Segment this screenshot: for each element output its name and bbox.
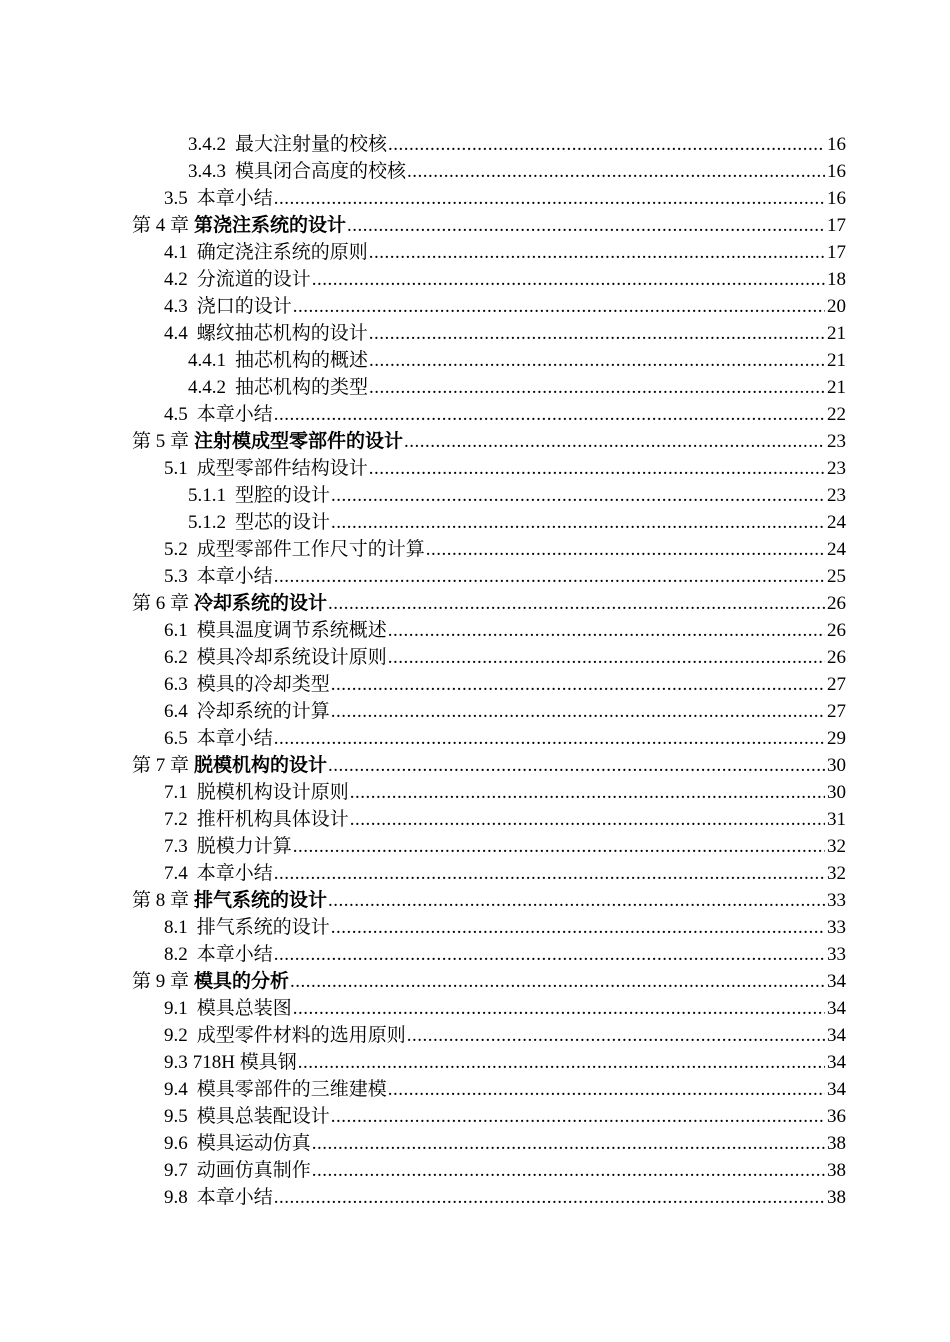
- toc-entry-page-number: 30: [827, 782, 846, 803]
- toc-entry[interactable]: [132, 725, 846, 752]
- toc-entry-title: 型腔的设计: [235, 485, 331, 506]
- toc-entry[interactable]: [132, 1076, 846, 1103]
- toc-entry-page-number: 34: [827, 1025, 846, 1046]
- dot-leader: [407, 158, 825, 185]
- dot-leader: [369, 455, 825, 482]
- dot-leader: [328, 752, 825, 779]
- dot-leader: [293, 833, 825, 860]
- toc-entry-title: 本章小结: [196, 944, 273, 965]
- toc-entry[interactable]: [132, 374, 846, 401]
- toc-entry-title: 成型零部件结构设计: [196, 458, 368, 479]
- toc-entry-page-number: 26: [827, 647, 846, 668]
- dot-leader: [274, 1184, 825, 1211]
- dot-leader: [274, 185, 825, 212]
- toc-entry-number: 第 9 章: [132, 971, 190, 992]
- dot-leader: [274, 563, 825, 590]
- toc-entry-page-number: 16: [827, 188, 846, 209]
- toc-entry-title: 确定浇注系统的原则: [196, 242, 368, 263]
- toc-entry-number: 9.3: [164, 1052, 188, 1073]
- toc-entry[interactable]: [132, 779, 846, 806]
- dot-leader: [369, 239, 825, 266]
- toc-entry-number: 8.2: [164, 944, 188, 965]
- toc-entry-title: 本章小结: [196, 188, 273, 209]
- toc-entry-page-number: 33: [827, 944, 846, 965]
- toc-entry-title: 型芯的设计: [235, 512, 331, 533]
- toc-entry-page-number: 25: [827, 566, 846, 587]
- toc-entry[interactable]: [132, 401, 846, 428]
- toc-entry-number: 4.1: [164, 242, 188, 263]
- dot-leader: [350, 779, 825, 806]
- dot-leader: [331, 914, 825, 941]
- toc-entry-page-number: 38: [827, 1160, 846, 1181]
- toc-entry-number: 6.3: [164, 674, 188, 695]
- toc-entry-page-number: 26: [827, 593, 846, 614]
- toc-entry-title: 本章小结: [196, 1187, 273, 1208]
- toc-entry-number: 第 8 章: [132, 890, 190, 911]
- dot-leader: [328, 590, 825, 617]
- toc-entry-title: 模具温度调节系统概述: [196, 620, 387, 641]
- toc-entry[interactable]: [132, 860, 846, 887]
- dot-leader: [274, 860, 825, 887]
- dot-leader: [369, 320, 825, 347]
- toc-entry-page-number: 32: [827, 863, 846, 884]
- toc-entry[interactable]: [132, 509, 846, 536]
- toc-entry-number: 8.1: [164, 917, 188, 938]
- toc-entry-title: 浇口的设计: [196, 296, 292, 317]
- toc-entry-title: 最大注射量的校核: [235, 134, 388, 155]
- dot-leader: [290, 968, 825, 995]
- dot-leader: [293, 995, 825, 1022]
- toc-entry-page-number: 21: [827, 377, 846, 398]
- dot-leader: [274, 725, 825, 752]
- toc-entry-title: 排气系统的设计: [194, 890, 328, 911]
- toc-entry-number: 3.4.2: [188, 134, 226, 155]
- toc-entry-title: 模具的冷却类型: [196, 674, 330, 695]
- toc-entry-page-number: 23: [827, 458, 846, 479]
- toc-entry-page-number: 34: [827, 1079, 846, 1100]
- toc-entry-page-number: 29: [827, 728, 846, 749]
- toc-entry[interactable]: [132, 590, 846, 617]
- toc-entry[interactable]: [132, 698, 846, 725]
- toc-entry-number: 3.4.3: [188, 161, 226, 182]
- toc-entry-title: 模具闭合高度的校核: [235, 161, 407, 182]
- toc-entry[interactable]: [132, 320, 846, 347]
- toc-entry[interactable]: [132, 644, 846, 671]
- toc-entry-number: 7.3: [164, 836, 188, 857]
- dot-leader: [350, 806, 825, 833]
- toc-entry-number: 第 7 章: [132, 755, 190, 776]
- dot-leader: [293, 293, 825, 320]
- toc-entry[interactable]: [132, 131, 846, 158]
- toc-entry[interactable]: [132, 914, 846, 941]
- toc-entry-number: 6.4: [164, 701, 188, 722]
- dot-leader: [331, 671, 825, 698]
- toc-entry-number: 第 5 章: [132, 431, 190, 452]
- dot-leader: [388, 1076, 825, 1103]
- toc-entry-page-number: 24: [827, 539, 846, 560]
- toc-entry[interactable]: [132, 752, 846, 779]
- toc-entry-title: 本章小结: [196, 404, 273, 425]
- toc-entry-number: 第 4 章: [132, 215, 190, 236]
- toc-entry-page-number: 21: [827, 323, 846, 344]
- toc-entry-number: 9.8: [164, 1187, 188, 1208]
- toc-entry-number: 6.5: [164, 728, 188, 749]
- toc-entry-page-number: 21: [827, 350, 846, 371]
- dot-leader: [426, 536, 825, 563]
- toc-entry-page-number: 30: [827, 755, 846, 776]
- toc-entry-number: 5.1.2: [188, 512, 226, 533]
- toc-entry[interactable]: [132, 1130, 846, 1157]
- dot-leader: [331, 482, 825, 509]
- dot-leader: [274, 401, 825, 428]
- toc-entry[interactable]: [132, 617, 846, 644]
- dot-leader: [388, 617, 825, 644]
- toc-entry-number: 7.4: [164, 863, 188, 884]
- toc-entry[interactable]: [132, 671, 846, 698]
- toc-entry-number: 5.2: [164, 539, 188, 560]
- dot-leader: [388, 644, 825, 671]
- toc-entry-title: 抽芯机构的类型: [235, 377, 369, 398]
- dot-leader: [331, 1103, 825, 1130]
- toc-entry-number: 9.1: [164, 998, 188, 1019]
- toc-entry-title: 模具总装图: [196, 998, 292, 1019]
- toc-entry[interactable]: [132, 968, 846, 995]
- dot-leader: [312, 1157, 825, 1184]
- toc-entry-number: 9.7: [164, 1160, 188, 1181]
- toc-entry-page-number: 16: [827, 134, 846, 155]
- toc-entry-title: 模具总装配设计: [196, 1106, 330, 1127]
- toc-entry-title: 模具运动仿真: [196, 1133, 311, 1154]
- toc-entry-title: 成型零部件工作尺寸的计算: [196, 539, 425, 560]
- toc-entry-page-number: 16: [827, 161, 846, 182]
- toc-entry-title: 成型零件材料的选用原则: [196, 1025, 406, 1046]
- toc-entry-title: 抽芯机构的概述: [235, 350, 369, 371]
- dot-leader: [404, 428, 825, 455]
- toc-entry-page-number: 36: [827, 1106, 846, 1127]
- toc-entry-page-number: 27: [827, 674, 846, 695]
- toc-entry[interactable]: [132, 239, 846, 266]
- toc-entry-title: 排气系统的设计: [196, 917, 330, 938]
- toc-entry-page-number: 33: [827, 890, 846, 911]
- toc-entry[interactable]: [132, 1022, 846, 1049]
- dot-leader: [312, 266, 825, 293]
- toc-entry-page-number: 24: [827, 512, 846, 533]
- toc-entry-title: 冷却系统的设计: [194, 593, 328, 614]
- toc-entry-page-number: 33: [827, 917, 846, 938]
- toc-entry-title: 本章小结: [196, 863, 273, 884]
- toc-entry-page-number: 18: [827, 269, 846, 290]
- toc-entry-page-number: 23: [827, 485, 846, 506]
- dot-leader: [388, 131, 825, 158]
- toc-entry-page-number: 22: [827, 404, 846, 425]
- table-of-contents: [132, 131, 846, 1211]
- toc-entry-title: 冷却系统的计算: [196, 701, 330, 722]
- toc-entry-title: 模具冷却系统设计原则: [196, 647, 387, 668]
- toc-entry-page-number: 17: [827, 215, 846, 236]
- toc-entry[interactable]: [132, 806, 846, 833]
- toc-entry-page-number: 32: [827, 836, 846, 857]
- dot-leader: [331, 509, 825, 536]
- dot-leader: [347, 212, 825, 239]
- toc-entry[interactable]: [132, 455, 846, 482]
- toc-entry-page-number: 26: [827, 620, 846, 641]
- toc-entry-page-number: 34: [827, 1052, 846, 1073]
- toc-entry[interactable]: [132, 428, 846, 455]
- toc-entry-number: 9.6: [164, 1133, 188, 1154]
- dot-leader: [331, 698, 825, 725]
- toc-entry[interactable]: [132, 563, 846, 590]
- toc-entry-number: 4.4: [164, 323, 188, 344]
- toc-entry-number: 4.2: [164, 269, 188, 290]
- toc-entry-page-number: 27: [827, 701, 846, 722]
- toc-entry-number: 3.5: [164, 188, 188, 209]
- toc-entry[interactable]: [132, 212, 846, 239]
- toc-entry[interactable]: [132, 1157, 846, 1184]
- toc-entry-title: 模具零部件的三维建模: [196, 1079, 387, 1100]
- toc-entry-title: 注射模成型零部件的设计: [194, 431, 404, 452]
- toc-entry-number: 4.5: [164, 404, 188, 425]
- toc-entry[interactable]: [132, 1049, 846, 1076]
- toc-entry-title: 模具的分析: [194, 971, 290, 992]
- toc-entry-page-number: 38: [827, 1187, 846, 1208]
- toc-entry-title: 第浇注系统的设计: [194, 215, 347, 236]
- toc-entry-page-number: 20: [827, 296, 846, 317]
- toc-entry[interactable]: [132, 833, 846, 860]
- toc-entry-page-number: 31: [827, 809, 846, 830]
- toc-entry-title: 螺纹抽芯机构的设计: [196, 323, 368, 344]
- toc-entry[interactable]: [132, 347, 846, 374]
- toc-entry-title: 本章小结: [196, 728, 273, 749]
- toc-entry-title: 脱模机构的设计: [194, 755, 328, 776]
- dot-leader: [274, 941, 825, 968]
- toc-entry-page-number: 17: [827, 242, 846, 263]
- toc-entry-number: 6.2: [164, 647, 188, 668]
- toc-entry-title: 本章小结: [196, 566, 273, 587]
- dot-leader: [328, 887, 825, 914]
- toc-entry[interactable]: [132, 482, 846, 509]
- toc-entry[interactable]: [132, 1184, 846, 1211]
- dot-leader: [298, 1049, 825, 1076]
- toc-entry-title: 脱模力计算: [196, 836, 292, 857]
- toc-entry-number: 6.1: [164, 620, 188, 641]
- toc-entry-page-number: 34: [827, 971, 846, 992]
- toc-entry-number: 5.1.1: [188, 485, 226, 506]
- toc-entry[interactable]: [132, 185, 846, 212]
- toc-entry[interactable]: [132, 293, 846, 320]
- toc-entry-number: 5.3: [164, 566, 188, 587]
- dot-leader: [369, 347, 825, 374]
- toc-entry[interactable]: [132, 995, 846, 1022]
- toc-entry-number: 4.3: [164, 296, 188, 317]
- toc-entry-title: 718H 模具钢: [192, 1052, 297, 1073]
- toc-entry-number: 9.4: [164, 1079, 188, 1100]
- toc-entry-number: 9.2: [164, 1025, 188, 1046]
- toc-entry-page-number: 38: [827, 1133, 846, 1154]
- toc-entry-number: 第 6 章: [132, 593, 190, 614]
- toc-entry-number: 7.1: [164, 782, 188, 803]
- toc-entry-page-number: 23: [827, 431, 846, 452]
- toc-entry-number: 4.4.1: [188, 350, 226, 371]
- toc-entry[interactable]: [132, 536, 846, 563]
- toc-entry[interactable]: [132, 941, 846, 968]
- dot-leader: [312, 1130, 825, 1157]
- toc-entry[interactable]: [132, 1103, 846, 1130]
- toc-entry-page-number: 34: [827, 998, 846, 1019]
- toc-entry-number: 5.1: [164, 458, 188, 479]
- dot-leader: [407, 1022, 825, 1049]
- toc-entry[interactable]: [132, 266, 846, 293]
- toc-entry-number: 9.5: [164, 1106, 188, 1127]
- toc-entry-number: 7.2: [164, 809, 188, 830]
- toc-entry[interactable]: [132, 887, 846, 914]
- toc-entry[interactable]: [132, 158, 846, 185]
- toc-entry-title: 分流道的设计: [196, 269, 311, 290]
- toc-entry-title: 动画仿真制作: [196, 1160, 311, 1181]
- dot-leader: [369, 374, 825, 401]
- toc-entry-title: 推杆机构具体设计: [196, 809, 349, 830]
- toc-entry-number: 4.4.2: [188, 377, 226, 398]
- toc-entry-title: 脱模机构设计原则: [196, 782, 349, 803]
